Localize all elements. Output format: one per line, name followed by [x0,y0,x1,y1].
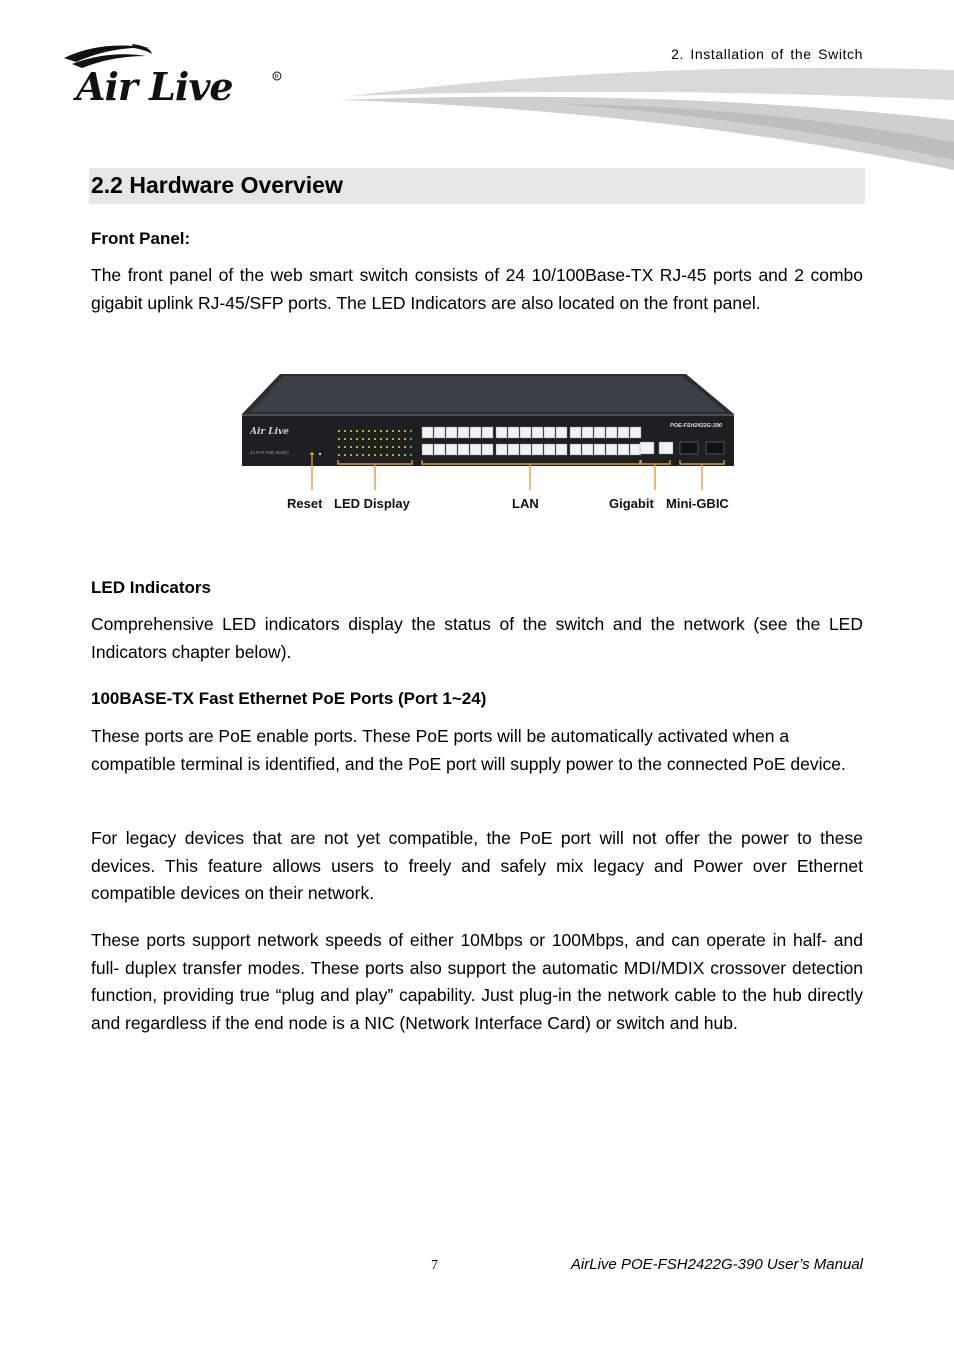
label-lan: LAN [512,496,539,511]
label-reset: Reset [287,496,323,511]
reset-button [310,452,313,455]
front-panel-heading: Front Panel: [91,229,191,248]
poe-paragraph-1: These ports are PoE enable ports. These PoE ports will be automatically activated when a compatible terminal is identified, and the PoE port will supply power to the connected PoE device. [91,726,846,774]
led-indicators-paragraph: Comprehensive LED indicators display the status of the switch and the network (see the LED Indicators chapter below). [91,614,863,662]
poe-paragraph-3: These ports support network speeds of either 10Mbps or 100Mbps, and can operate in half- and full- duplex transfer modes. These ports also support the automatic MDI/MDIX crossover detection function, providing true “plug and play” capability. Just plug-in the network cable to the hub directly and regardless if the end node is a NIC (Network Interface Card) or switch and hub. [91,930,863,1033]
switch-front-panel-figure [240,372,736,522]
poe-ports-heading: 100BASE-TX Fast Ethernet PoE Ports (Port 1~24) [91,689,487,708]
device-model: POE-FSH2422G-390 [670,423,722,429]
section-title: 2.2 Hardware Overview [91,172,343,198]
footer-page-number: 7 [431,1258,438,1273]
label-mini-gbic: Mini-GBIC [666,496,729,511]
logo-wordmark: Air Live [76,64,233,108]
header-chapter-title: 2. Installation of the Switch [671,46,863,62]
footer-manual-title: AirLive POE-FSH2422G-390 User’s Manual [570,1256,863,1273]
device-caption: 24 Port PoE Switch [250,450,289,455]
led-indicators-heading: LED Indicators [91,578,211,597]
front-panel-paragraph: The front panel of the web smart switch consists of 24 10/100Base-TX RJ-45 ports and 2 combo gigabit uplink RJ-45/SFP ports. The LED Indicators are also located on the front panel. [91,265,863,313]
airlive-logo-icon [62,38,292,108]
switch-front-face [242,414,734,466]
svg-text:R: R [274,74,279,81]
poe-paragraph-2: For legacy devices that are not yet compatible, the PoE port will not offer the power to these devices. This feature allows users to freely and safely mix legacy and Power over Ethernet compatible devices on their network. [91,828,863,904]
device-logo: Air Live [250,427,289,437]
label-led-display: LED Display [334,496,410,511]
label-gigabit: Gigabit [609,496,654,511]
